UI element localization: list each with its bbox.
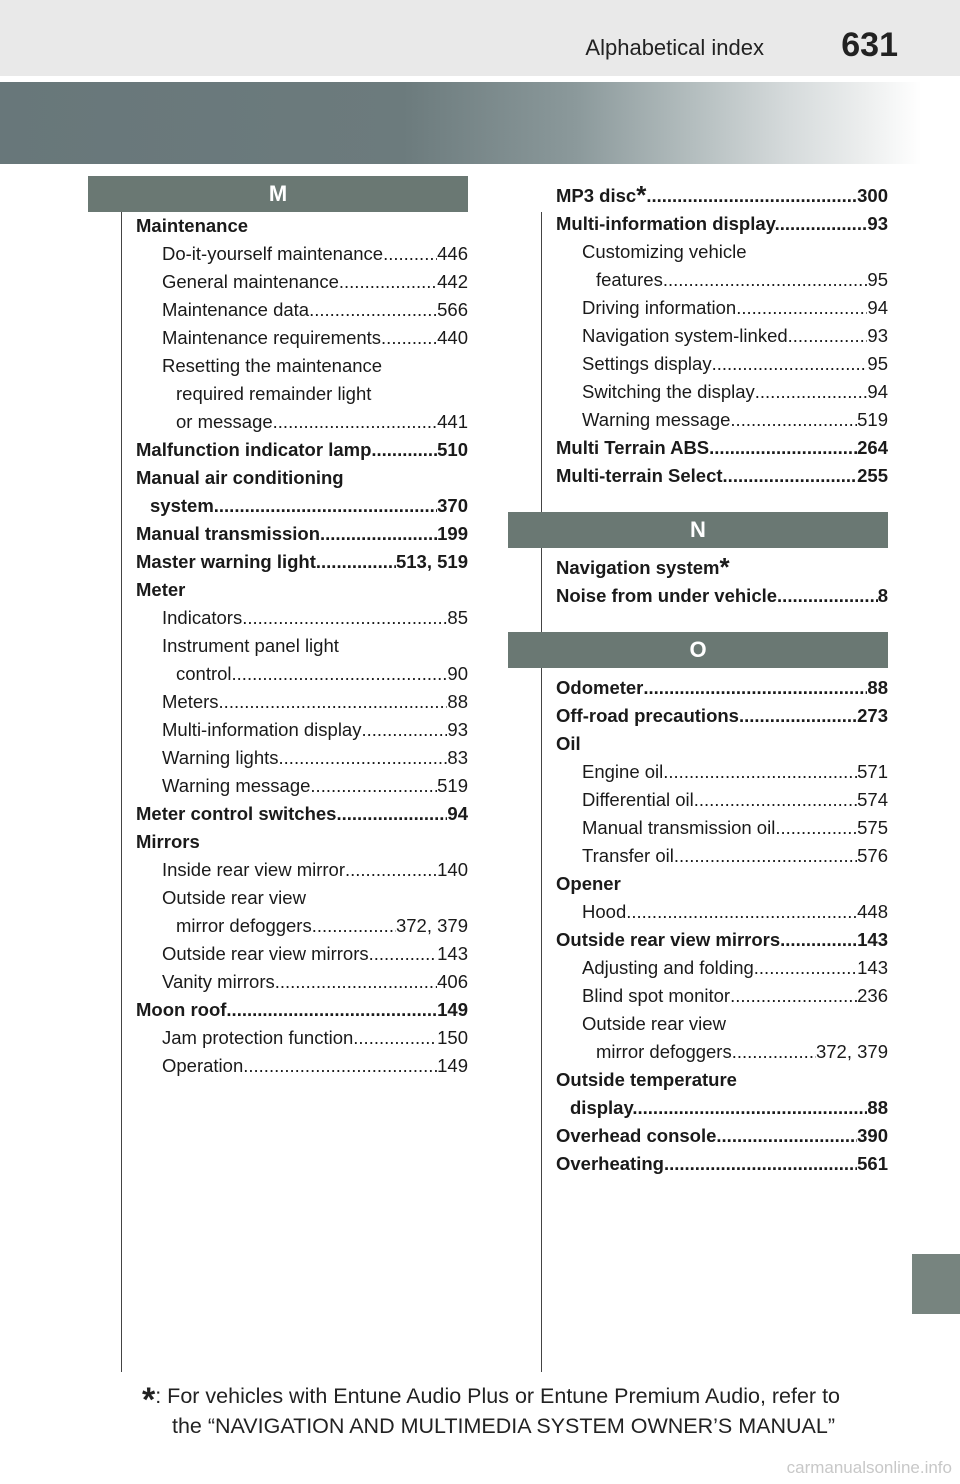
section-entries [508, 176, 888, 490]
index-entry [136, 548, 468, 576]
entry-line [556, 1122, 888, 1150]
entry-page-number: 513, 519 [395, 551, 468, 572]
entry-page-number: 93 [447, 719, 468, 740]
leader-dots [371, 436, 437, 464]
entry-line [162, 1024, 468, 1052]
entry-text: Indicators [162, 607, 243, 628]
entry-page-number: 199 [437, 523, 468, 544]
leader-dots [381, 324, 437, 352]
entry-line [136, 996, 468, 1024]
entry-text: display. [570, 1097, 638, 1118]
entry-text: or message. [176, 411, 278, 432]
entry-line [556, 870, 888, 898]
entry-text: Outside rear view [162, 887, 306, 908]
index-entry [136, 856, 468, 884]
entry-page-number: 561 [857, 1153, 888, 1174]
entry-line [582, 322, 888, 350]
entry-line [556, 926, 888, 954]
index-entry [556, 982, 888, 1010]
leader-dots [345, 856, 437, 884]
entry-page-number: 372, 379 [395, 915, 468, 936]
entry-page-number: 440 [437, 327, 468, 348]
entry-page-number: 93 [867, 213, 888, 234]
index-entry [556, 786, 888, 814]
entry-line [162, 268, 468, 296]
entry-line [582, 294, 888, 322]
entry-line [582, 238, 888, 266]
leader-dots [741, 294, 867, 322]
section-letter-header: M [88, 176, 468, 212]
entry-page-number: 140 [437, 859, 468, 880]
entry-page-number: 94 [867, 381, 888, 402]
entry-line [136, 548, 468, 576]
index-entry [136, 296, 468, 324]
entry-page-number: 576 [857, 845, 888, 866]
entry-page-number: 149 [437, 999, 468, 1020]
entry-text: Manual transmission [136, 523, 321, 544]
entry-text: Inside rear view mirror [162, 859, 345, 880]
entry-page-number: 446 [437, 243, 468, 264]
leader-dots [793, 322, 868, 350]
index-entry [556, 294, 888, 322]
leader-dots [321, 548, 396, 576]
entry-page-number: 406 [437, 971, 468, 992]
entry-line [556, 1094, 888, 1122]
footnote-line-2: the “NAVIGATION AND MULTIMEDIA SYSTEM OWNER’S MANUAL” [172, 1414, 836, 1438]
entry-text: Do-it-yourself maintenance [162, 243, 384, 264]
entry-line [556, 674, 888, 702]
index-entry [556, 462, 888, 490]
index-entry [136, 688, 468, 716]
entry-text: Blind spot monitor [582, 985, 731, 1006]
index-entry [136, 520, 468, 548]
entry-page-number: 88 [447, 691, 468, 712]
footnote-line-1: : For vehicles with Entune Audio Plus or Entune Premium Audio, refer to [155, 1384, 841, 1408]
entry-text: Customizing vehicle [582, 241, 747, 262]
entry-text: Maintenance [136, 215, 249, 236]
header-title: Alphabetical index [585, 35, 764, 60]
entry-line [162, 660, 468, 688]
entry-page-number: 442 [437, 271, 468, 292]
entry-text: Navigation system [556, 557, 720, 578]
entry-line [162, 968, 468, 996]
leader-dots [242, 604, 447, 632]
leader-dots [739, 702, 857, 730]
entry-line [556, 210, 888, 238]
entry-page-number: 8 [877, 585, 888, 606]
index-entry [136, 772, 468, 800]
entry-text: mirror defoggers [596, 1041, 732, 1062]
index-section [88, 176, 468, 1080]
entry-page-number: 390 [857, 1125, 888, 1146]
index-entry [556, 1066, 888, 1122]
entry-text: Vanity mirrors. [162, 971, 280, 992]
entry-page-number: 143 [857, 929, 888, 950]
index-section [508, 632, 888, 1178]
entry-line [136, 436, 468, 464]
entry-line: Navigation system * [556, 552, 730, 582]
entry-text: Mirrors [136, 831, 200, 852]
entry-text: Adjusting and folding [582, 957, 754, 978]
entry-text: Maintenance requirements [162, 327, 382, 348]
entry-text: Meter control switches. [136, 803, 342, 824]
entry-page-number: 519 [437, 775, 468, 796]
entry-line [582, 842, 888, 870]
entry-line [556, 462, 888, 490]
entry-text: Transfer oil. [582, 845, 679, 866]
entry-text: Hood [582, 901, 627, 922]
index-entry [136, 436, 468, 464]
leader-dots [679, 842, 857, 870]
entry-text: Maintenance data [162, 299, 310, 320]
leader-dots [755, 378, 868, 406]
entry-line [136, 464, 468, 492]
entry-page-number: 574 [857, 789, 888, 810]
entry-text: mirror defoggers [176, 915, 312, 936]
leader-dots [663, 266, 868, 294]
entry-text: Outside rear view mirrors [556, 929, 781, 950]
entry-text: Resetting the maintenance [162, 355, 383, 376]
entry-line [136, 576, 468, 604]
index-entry [136, 940, 468, 968]
entry-text: Jam protection function. [162, 1027, 359, 1048]
entry-line [582, 1038, 888, 1066]
entry-text: features [596, 269, 663, 290]
index-entry [136, 324, 468, 352]
entry-page-number: 372, 379 [815, 1041, 888, 1062]
index-entry [556, 378, 888, 406]
entry-page-number: 273 [857, 705, 888, 726]
index-entry [556, 350, 888, 378]
entry-line [582, 954, 888, 982]
entry-text: Moon roof [136, 999, 227, 1020]
leader-dots [237, 660, 448, 688]
index-entry [556, 898, 888, 926]
entry-page-number: 264 [857, 437, 888, 458]
entry-page-number: 88 [867, 677, 888, 698]
top-header-bar [0, 0, 960, 76]
index-entry [136, 268, 468, 296]
entry-text: Warning message [582, 409, 731, 430]
entry-text: Multi Terrain ABS [556, 437, 710, 458]
entry-page-number: 143 [437, 943, 468, 964]
index-column-left [88, 176, 468, 1080]
entry-text: Navigation system-linked. [582, 325, 793, 346]
index-entry [556, 758, 888, 786]
entry-page-number: 88 [867, 1097, 888, 1118]
entry-line [556, 702, 888, 730]
entry-line [162, 744, 468, 772]
leader-dots [342, 800, 448, 828]
entry-line [162, 884, 468, 912]
index-entry [136, 240, 468, 268]
entry-page-number: 150 [437, 1027, 468, 1048]
leader-dots [664, 1150, 857, 1178]
leader-dots [730, 982, 857, 1010]
leader-dots [280, 968, 437, 996]
entry-text: Outside temperature [556, 1069, 737, 1090]
entry-page-number: 448 [857, 901, 888, 922]
index-entry [136, 632, 468, 688]
index-entry [136, 352, 468, 436]
index-section [508, 176, 888, 490]
entry-line [136, 800, 468, 828]
section-entries [88, 212, 468, 1080]
entry-line [582, 898, 888, 926]
entry-page-number: 95 [867, 353, 888, 374]
entry-line [582, 982, 888, 1010]
entry-line [162, 772, 468, 800]
index-column-right [508, 176, 888, 1178]
leader-dots [278, 408, 437, 436]
entry-page-number: 571 [857, 761, 888, 782]
leader-dots [374, 940, 437, 968]
entry-line [582, 758, 888, 786]
leader-dots [780, 926, 857, 954]
entry-line [162, 1052, 468, 1080]
index-entry [556, 322, 888, 350]
entry-line [136, 212, 468, 240]
entry-line [582, 378, 888, 406]
chapter-side-tab [912, 1254, 960, 1314]
watermark: carmanualsonline.info [786, 1458, 952, 1477]
entry-text: system [150, 495, 214, 516]
leader-dots [309, 296, 437, 324]
entry-text: General maintenance [162, 271, 339, 292]
entry-line [162, 912, 468, 940]
index-section [508, 512, 888, 610]
entry-page-number: 370 [437, 495, 468, 516]
leader-dots [777, 582, 878, 610]
entry-text: MP3 disc [556, 185, 637, 206]
entry-text: Operation [162, 1055, 244, 1076]
entry-text: Multi-terrain Select [556, 465, 723, 486]
leader-dots [775, 814, 857, 842]
entry-text: Differential oil [582, 789, 694, 810]
entry-line [582, 814, 888, 842]
leader-dots [383, 240, 437, 268]
entry-page-number: 566 [437, 299, 468, 320]
entry-page-number: 441 [437, 411, 468, 432]
entry-line: MP3 disc * ..... 300 [556, 182, 888, 210]
entry-line [556, 582, 888, 610]
entry-page-number: 90 [447, 663, 468, 684]
entry-line [582, 1010, 888, 1038]
entry-page-number: 94 [447, 803, 468, 824]
entry-text: Driving information. [582, 297, 742, 318]
entry-text: Switching the display [582, 381, 755, 402]
index-entry [556, 954, 888, 982]
leader-dots [712, 350, 868, 378]
leader-dots [730, 406, 857, 434]
entry-text: control. [176, 663, 237, 684]
leader-dots [339, 268, 437, 296]
index-entry [556, 1150, 888, 1178]
section-entries [508, 674, 888, 1178]
index-entry [556, 434, 888, 462]
index-entry [556, 870, 888, 898]
leader-dots [646, 182, 857, 210]
entry-line [582, 266, 888, 294]
entry-line [556, 434, 888, 462]
index-entry [136, 576, 468, 604]
leader-dots [320, 520, 437, 548]
entry-text: Manual transmission oil [582, 817, 776, 838]
leader-dots [310, 772, 437, 800]
page-number: 631 [841, 26, 898, 64]
entry-line [136, 828, 468, 856]
entry-text: Warning message [162, 775, 311, 796]
index-entry [136, 828, 468, 856]
leader-dots [638, 1094, 868, 1122]
entry-page-number: 519 [857, 409, 888, 430]
entry-page-number: 300 [857, 185, 888, 206]
index-entry [556, 406, 888, 434]
leader-dots [214, 492, 437, 520]
entry-line [582, 350, 888, 378]
leader-dots [754, 954, 857, 982]
index-entry [556, 554, 888, 582]
entry-text: Meters [162, 691, 219, 712]
leader-dots [643, 674, 867, 702]
leader-dots [312, 912, 396, 940]
entry-line [162, 716, 468, 744]
header-banner [0, 82, 960, 164]
index-entry [556, 842, 888, 870]
entry-line [162, 240, 468, 268]
leader-dots [219, 688, 448, 716]
entry-page-number: 85 [447, 607, 468, 628]
entry-text: Noise from under vehicle [556, 585, 778, 606]
section-letter-header: N [508, 512, 888, 548]
index-entry [556, 674, 888, 702]
entry-page-number: 255 [857, 465, 888, 486]
entry-line [556, 1150, 888, 1178]
entry-line [556, 730, 888, 758]
entry-line [162, 856, 468, 884]
entry-text: Multi-information display. [556, 213, 780, 234]
index-entry [136, 884, 468, 940]
footnote [142, 1377, 902, 1441]
entry-text: Outside rear view mirrors. [162, 943, 374, 964]
leader-dots [626, 898, 857, 926]
entry-text: Manual air conditioning [136, 467, 344, 488]
entry-page-number: 143 [857, 957, 888, 978]
entry-text: Malfunction indicator lamp [136, 439, 372, 460]
entry-text: Warning lights [162, 747, 279, 768]
entry-line [162, 940, 468, 968]
index-entry [136, 800, 468, 828]
index-entry [556, 582, 888, 610]
entry-page-number: 149 [437, 1055, 468, 1076]
entry-line [162, 352, 468, 380]
entry-text: Engine oil [582, 761, 664, 782]
entry-line [136, 520, 468, 548]
entry-line [162, 604, 468, 632]
entry-text: Overhead console [556, 1125, 717, 1146]
entry-page-number: 236 [857, 985, 888, 1006]
index-entry [556, 182, 888, 210]
entry-text: Instrument panel light [162, 635, 339, 656]
entry-text: Meter [136, 579, 186, 600]
index-entry [136, 716, 468, 744]
section-letter-header: O [508, 632, 888, 668]
entry-page-number: 93 [867, 325, 888, 346]
index-entry [136, 968, 468, 996]
entry-line [162, 632, 468, 660]
leader-dots [279, 744, 448, 772]
entry-page-number: 95 [867, 269, 888, 290]
entry-line [136, 492, 468, 520]
footnote-star: * [142, 1381, 156, 1419]
section-entries [508, 554, 888, 610]
index-entry [556, 210, 888, 238]
index-entry [556, 1122, 888, 1150]
leader-dots [694, 786, 857, 814]
index-entry [136, 744, 468, 772]
entry-line [162, 408, 468, 436]
index-entry [136, 1024, 468, 1052]
leader-dots [716, 1122, 857, 1150]
index-entry [556, 1010, 888, 1066]
leader-dots [361, 716, 447, 744]
leader-dots [723, 462, 858, 490]
entry-page-number: 575 [857, 817, 888, 838]
index-entry [556, 926, 888, 954]
entry-text: Overheating [556, 1153, 664, 1174]
leader-dots [243, 1052, 437, 1080]
entry-line [162, 688, 468, 716]
entry-text: Odometer [556, 677, 644, 698]
leader-dots [709, 434, 857, 462]
entry-page-number: 510 [437, 439, 468, 460]
entry-line [162, 380, 468, 408]
leader-dots [358, 1024, 437, 1052]
entry-text: required remainder light [176, 383, 372, 404]
entry-page-number: 94 [867, 297, 888, 318]
entry-text: Off-road precautions [556, 705, 739, 726]
leader-dots [226, 996, 437, 1024]
entry-text: Multi-information display [162, 719, 362, 740]
entry-text: Opener [556, 873, 621, 894]
entry-line [556, 1066, 888, 1094]
leader-dots [732, 1038, 816, 1066]
entry-page-number: 83 [447, 747, 468, 768]
index-entry [136, 464, 468, 520]
index-entry [556, 814, 888, 842]
entry-line [162, 324, 468, 352]
entry-text: Master warning light. [136, 551, 322, 572]
index-entry [136, 996, 468, 1024]
entry-text: Settings display [582, 353, 712, 374]
index-entry [136, 1052, 468, 1080]
index-entry [136, 604, 468, 632]
index-entry [556, 238, 888, 294]
entry-text: Outside rear view [582, 1013, 726, 1034]
index-entry [556, 730, 888, 758]
leader-dots [663, 758, 857, 786]
leader-dots [780, 210, 868, 238]
entry-line [582, 786, 888, 814]
index-entry [136, 212, 468, 240]
entry-text: Oil [556, 733, 581, 754]
entry-line [162, 296, 468, 324]
entry-line [582, 406, 888, 434]
index-entry [556, 702, 888, 730]
